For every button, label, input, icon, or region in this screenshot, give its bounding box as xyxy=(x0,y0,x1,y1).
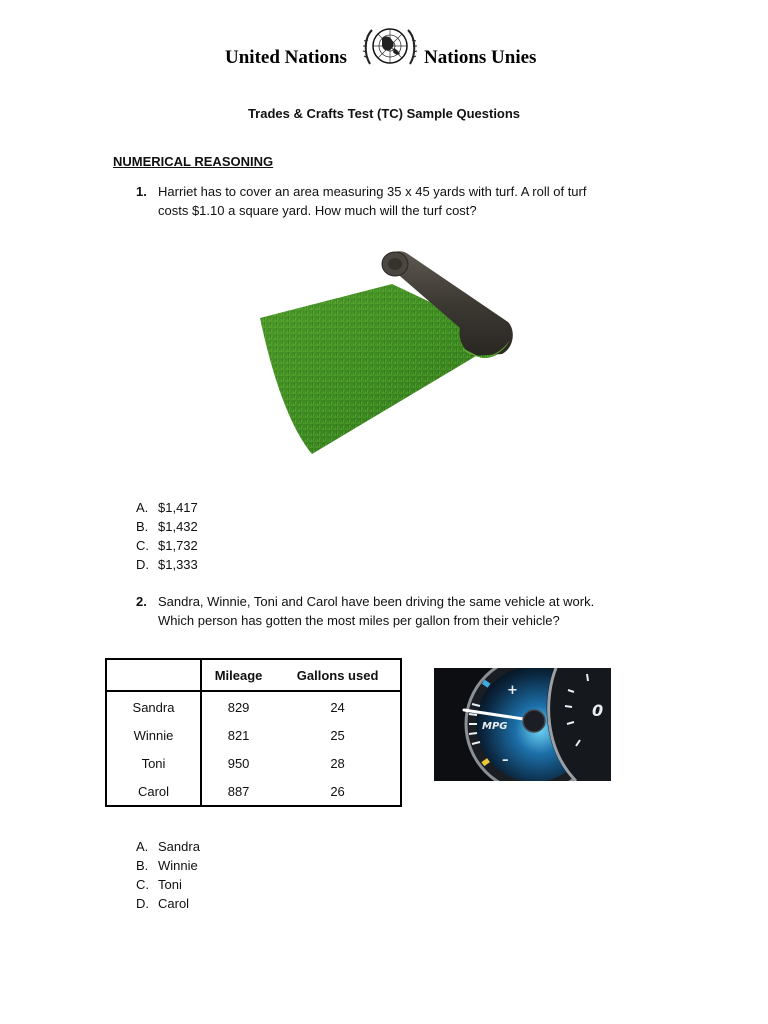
turf-roll-image xyxy=(252,244,514,458)
option-letter: D. xyxy=(136,896,149,911)
table-cell: Sandra xyxy=(106,691,201,721)
table-cell: 25 xyxy=(330,727,345,743)
question-text-line: Which person has gotten the most miles per gallon from their vehicle? xyxy=(158,613,560,628)
table-row xyxy=(106,777,401,806)
table-cell: 24 xyxy=(330,699,345,715)
option-text: $1,417 xyxy=(158,500,198,515)
question-text-line: Harriet has to cover an area measuring 35 x 45 yards with turf. A roll of turf xyxy=(158,184,587,199)
table-cell: Winnie xyxy=(106,721,201,749)
option-letter: B. xyxy=(136,858,149,873)
mileage-table xyxy=(105,658,402,807)
question-1 xyxy=(136,182,656,220)
section-heading: NUMERICAL REASONING xyxy=(113,154,274,169)
table-header-cell: Mileage xyxy=(201,659,275,691)
option-letter: A. xyxy=(136,500,149,515)
gauge-plus-label: + xyxy=(507,683,518,698)
table-row xyxy=(106,721,401,749)
answer-option[interactable] xyxy=(136,894,200,913)
table-header-cell xyxy=(106,659,201,691)
answer-option[interactable] xyxy=(136,555,198,574)
table-header-row xyxy=(106,659,401,691)
table-cell: 28 xyxy=(330,755,345,771)
gauge-minus-label: – xyxy=(502,753,509,768)
answer-option[interactable] xyxy=(136,498,198,517)
table-cell: 887 xyxy=(227,783,250,799)
question-text-line: Sandra, Winnie, Toni and Carol have been driving the same vehicle at work. xyxy=(158,594,595,609)
question-number: 2. xyxy=(136,594,147,609)
un-emblem-icon xyxy=(360,20,420,76)
option-text: $1,333 xyxy=(158,557,198,572)
question-number: 1. xyxy=(136,184,147,199)
answer-option[interactable] xyxy=(136,536,198,555)
option-letter: B. xyxy=(136,519,149,534)
answer-option[interactable] xyxy=(136,856,200,875)
table-row xyxy=(106,749,401,777)
question-2 xyxy=(136,592,656,630)
table-cell: 950 xyxy=(227,755,250,771)
option-text: $1,732 xyxy=(158,538,198,553)
option-letter: C. xyxy=(136,538,149,553)
table-cell: 829 xyxy=(227,699,250,715)
answer-options-1 xyxy=(136,498,198,574)
org-name-french: Nations Unies xyxy=(424,47,537,68)
gauge-mpg-label: MPG xyxy=(482,721,508,732)
document-header xyxy=(0,20,768,96)
answer-option[interactable] xyxy=(136,837,200,856)
table-cell: Carol xyxy=(106,777,201,806)
option-letter: C. xyxy=(136,877,149,892)
mpg-gauge-image xyxy=(434,668,611,781)
table-cell: 26 xyxy=(330,783,345,799)
option-letter: D. xyxy=(136,557,149,572)
table-header-cell: Gallons used xyxy=(275,659,401,691)
table-cell: 821 xyxy=(227,727,250,743)
table-row xyxy=(106,691,401,721)
option-text: Winnie xyxy=(158,858,198,873)
answer-option[interactable] xyxy=(136,875,200,894)
option-text: Carol xyxy=(158,896,190,911)
gauge-zero-label: 0 xyxy=(592,701,604,720)
question-text-line: costs $1.10 a square yard. How much will the turf cost? xyxy=(158,203,477,218)
option-text: Toni xyxy=(158,877,182,892)
document-title: Trades & Crafts Test (TC) Sample Questions xyxy=(247,106,521,121)
option-letter: A. xyxy=(136,839,149,854)
option-text: Sandra xyxy=(158,839,200,854)
answer-option[interactable] xyxy=(136,517,198,536)
option-text: $1,432 xyxy=(158,519,198,534)
table-cell: Toni xyxy=(106,749,201,777)
org-name-english: United Nations xyxy=(225,47,347,68)
answer-options-2 xyxy=(136,837,200,913)
